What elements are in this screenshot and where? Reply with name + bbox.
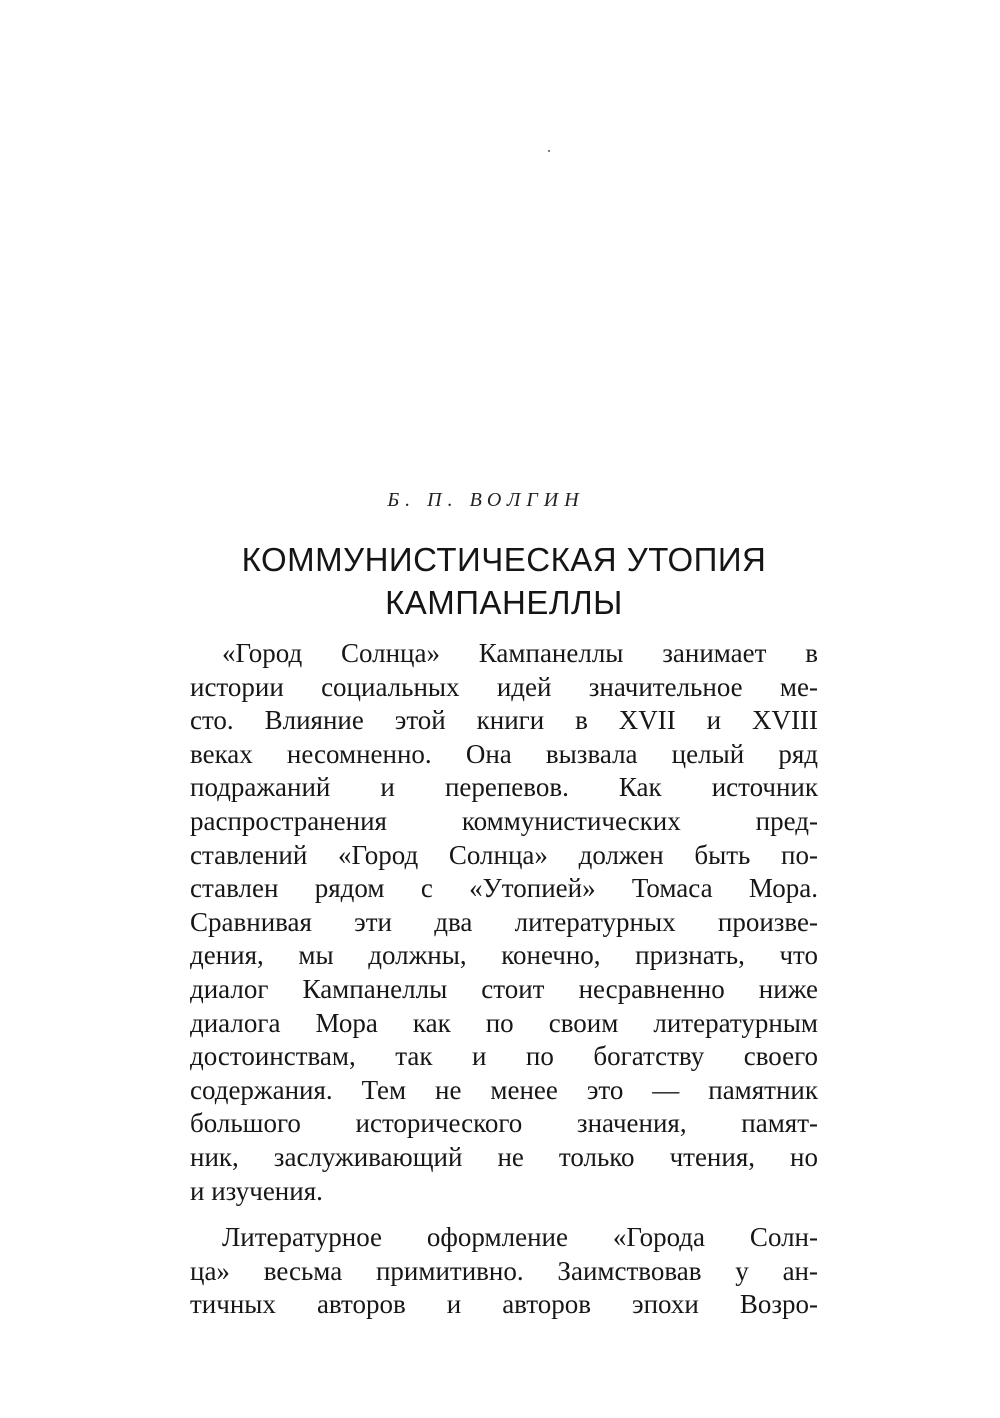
chapter-title-line-2: КАМПАНЕЛЛЫ (385, 584, 623, 621)
chapter-title-line-1: КОММУНИСТИЧЕСКАЯ УТОПИЯ (241, 541, 767, 578)
text-line: истории социальных идей значительное ме- (190, 671, 818, 702)
text-line: и изучения. (190, 1175, 323, 1206)
text-line: большого исторического значения, памят- (190, 1108, 818, 1139)
text-line: ставлен рядом с «Утопией» Томаса Мора. (190, 873, 818, 904)
text-line: Литературное оформление «Города Солн- (222, 1222, 818, 1253)
text-line: Сравнивая эти два литературных произве- (190, 906, 818, 937)
print-speck (548, 150, 550, 152)
body-text (190, 637, 818, 1322)
paragraph-gap (190, 1208, 818, 1221)
text-line: достоинствам, так и по богатству своего (190, 1041, 818, 1072)
text-line: веках несомненно. Она вызвала целый ряд (190, 738, 818, 769)
text-line: содержания. Тем не менее это — памятник (190, 1074, 818, 1105)
text-line: ник, заслуживающий не только чтения, но (190, 1141, 818, 1172)
text-line: дения, мы должны, конечно, признать, что (190, 940, 818, 971)
chapter-title (4, 538, 1000, 624)
text-line: диалог Кампанеллы стоит несравненно ниже (190, 973, 818, 1004)
text-line: ца» весьма примитивно. Заимствовав у ан- (190, 1255, 818, 1286)
text-line: ставлений «Город Солнца» должен быть по- (190, 839, 818, 870)
text-line: «Город Солнца» Кампанеллы занимает в (222, 638, 818, 668)
text-line: диалога Мора как по своим литературным (190, 1007, 818, 1038)
text-line: распространения коммунистических пред- (190, 805, 818, 836)
author-name: Б. П. ВОЛГИН (387, 489, 585, 511)
text-line: тичных авторов и авторов эпохи Возро- (190, 1289, 818, 1320)
text-line: сто. Влияние этой книги в XVII и XVIII (190, 705, 818, 736)
text-line: подражаний и перепевов. Как источник (190, 772, 818, 803)
